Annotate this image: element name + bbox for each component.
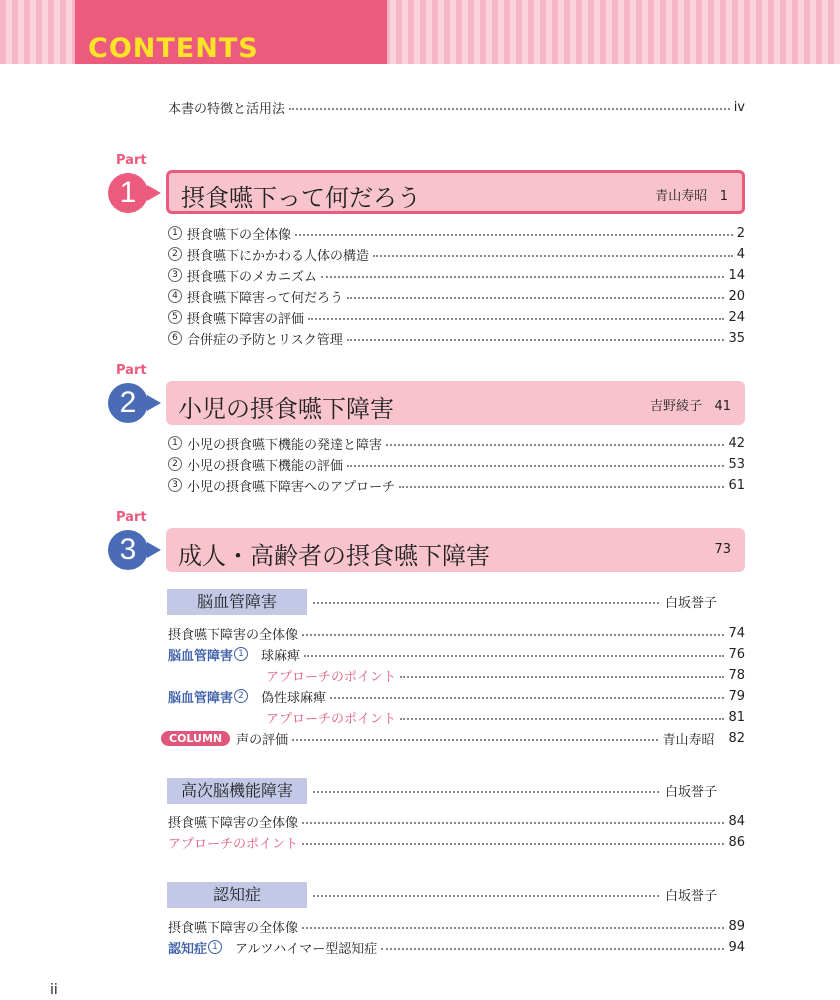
toc-page: 2 [736, 225, 745, 241]
toc-page: 14 [728, 267, 745, 283]
leader-dots [347, 465, 724, 467]
number-circle: 1 [168, 226, 182, 240]
toc-page: 53 [728, 456, 745, 472]
part-number-badge: 1 [108, 173, 148, 213]
toc-page: 74 [728, 625, 745, 641]
toc-label: 摂食嚥下の全体像 [187, 227, 292, 243]
leader-dots [373, 255, 733, 257]
part-author: 青山寿昭 1 [655, 189, 728, 204]
number-circle: 1 [168, 436, 182, 450]
leader-dots [313, 602, 659, 604]
toc-label: 摂食嚥下障害の全体像 [168, 815, 299, 831]
leader-dots [347, 339, 725, 341]
number-circle: 1 [208, 940, 222, 954]
toc-label: 合併症の予防とリスク管理 [187, 332, 343, 348]
number-circle: 3 [168, 268, 182, 282]
toc-row[interactable] [168, 812, 745, 830]
toc-page: 89 [728, 918, 745, 934]
toc-row[interactable] [168, 224, 745, 242]
number-circle: 2 [168, 247, 182, 261]
toc-row[interactable] [168, 308, 745, 326]
toc-page: 20 [728, 288, 745, 304]
toc-label: アプローチのポイント [266, 711, 397, 727]
toc-prefix: 脳血管障害 [168, 690, 234, 706]
toc-page: 35 [728, 330, 745, 346]
toc-label: 摂食嚥下にかかわる人体の構造 [187, 248, 370, 264]
number-circle: 2 [168, 457, 182, 471]
toc-page: iv [733, 99, 745, 115]
leader-dots [400, 718, 724, 720]
toc-row[interactable] [168, 266, 745, 284]
toc-row[interactable] [266, 708, 745, 726]
leader-dots [399, 486, 724, 488]
toc-row-intro[interactable] [168, 98, 745, 116]
leader-dots [386, 444, 724, 446]
toc-row[interactable] [266, 666, 745, 684]
toc-row[interactable] [168, 938, 745, 956]
leader-dots [400, 676, 724, 678]
number-circle: 6 [168, 331, 182, 345]
part-arrow [147, 185, 161, 201]
toc-page: 82 [728, 730, 745, 746]
toc-page: 4 [736, 246, 745, 262]
leader-dots [313, 895, 659, 897]
part-arrow [147, 395, 161, 411]
section-author-row [307, 592, 745, 610]
toc-page: 76 [728, 646, 745, 662]
section-author-row [307, 885, 745, 903]
toc-page: 94 [728, 939, 745, 955]
toc-prefix: 認知症 [168, 941, 208, 957]
leader-dots [302, 634, 724, 636]
section-heading: 認知症 [167, 882, 307, 908]
leader-dots [347, 297, 724, 299]
toc-page: 84 [728, 813, 745, 829]
toc-label: 摂食嚥下のメカニズム [187, 269, 318, 285]
toc-label: 声の評価 [236, 732, 289, 748]
toc-row[interactable] [168, 687, 745, 705]
toc-row[interactable] [168, 455, 745, 473]
number-circle: 2 [234, 689, 248, 703]
section-author-row [307, 781, 745, 799]
toc-label: 摂食嚥下障害の評価 [187, 311, 305, 327]
leader-dots [308, 318, 724, 320]
toc-label: 小児の摂食嚥下障害へのアプローチ [187, 479, 396, 495]
toc-row[interactable] [168, 833, 745, 851]
part-number-badge: 3 [108, 530, 148, 570]
section-heading: 脳血管障害 [167, 589, 307, 615]
section-author: 白坂誉子 [664, 784, 717, 800]
toc-page: 78 [728, 667, 745, 683]
toc-page: 81 [728, 709, 745, 725]
toc-label: アルツハイマー型認知症 [235, 941, 378, 957]
leader-dots [289, 108, 730, 110]
toc-label: アプローチのポイント [266, 669, 397, 685]
part-author: 吉野綾子 41 [650, 399, 731, 414]
leader-dots [292, 739, 658, 741]
toc-row[interactable] [168, 434, 745, 452]
part-1-header[interactable] [166, 170, 745, 214]
toc-label: 小児の摂食嚥下機能の評価 [187, 458, 344, 474]
number-circle: 4 [168, 289, 182, 303]
toc-label: 偽性球麻痺 [261, 690, 327, 706]
number-circle: 5 [168, 310, 182, 324]
toc-row[interactable] [168, 645, 745, 663]
part-3-header[interactable] [166, 528, 745, 572]
part-label: Part [116, 153, 147, 168]
toc-page: 42 [728, 435, 745, 451]
toc-prefix: 脳血管障害 [168, 648, 234, 664]
leader-dots [330, 697, 724, 699]
leader-dots [302, 822, 724, 824]
toc-label: 摂食嚥下障害の全体像 [168, 627, 299, 643]
leader-dots [302, 927, 724, 929]
toc-row[interactable] [168, 476, 745, 494]
part-arrow [147, 542, 161, 558]
part-label: Part [116, 363, 147, 378]
leader-dots [381, 948, 724, 950]
column-badge: COLUMN [161, 731, 230, 746]
toc-label: 摂食嚥下障害って何だろう [187, 290, 344, 306]
leader-dots [304, 655, 724, 657]
section-heading: 高次脳機能障害 [167, 778, 307, 804]
toc-label: アプローチのポイント [168, 836, 299, 852]
toc-label: 摂食嚥下障害の全体像 [168, 920, 299, 936]
toc-row-column[interactable] [161, 729, 745, 747]
toc-label: 球麻痺 [261, 648, 301, 664]
leader-dots [313, 791, 659, 793]
part-page: 73 [714, 542, 731, 557]
number-circle: 3 [168, 478, 182, 492]
toc-page: 86 [728, 834, 745, 850]
part-title: 摂食嚥下って何だろう [181, 184, 421, 212]
part-title: 小児の摂食嚥下障害 [178, 395, 394, 423]
toc-row[interactable] [168, 287, 745, 305]
part-2-header[interactable] [166, 381, 745, 425]
toc-row[interactable] [168, 245, 745, 263]
part-number-badge: 2 [108, 383, 148, 423]
part-title: 成人・高齢者の摂食嚥下障害 [178, 542, 490, 570]
section-author: 白坂誉子 [664, 888, 717, 904]
part-label: Part [116, 510, 147, 525]
leader-dots [302, 843, 724, 845]
toc-row[interactable] [168, 329, 745, 347]
toc-page: 24 [728, 309, 745, 325]
toc-page: 79 [728, 688, 745, 704]
page-title: CONTENTS [88, 33, 259, 64]
page-number: ii [50, 982, 58, 998]
toc-row[interactable] [168, 624, 745, 642]
toc-label: 小児の摂食嚥下機能の発達と障害 [187, 437, 383, 453]
section-author: 白坂誉子 [664, 595, 717, 611]
number-circle: 1 [234, 647, 248, 661]
toc-author: 青山寿昭 [662, 732, 715, 748]
toc-row[interactable] [168, 917, 745, 935]
leader-dots [295, 234, 733, 236]
toc-label: 本書の特徴と活用法 [168, 101, 286, 117]
leader-dots [321, 276, 724, 278]
toc-page: 61 [728, 477, 745, 493]
